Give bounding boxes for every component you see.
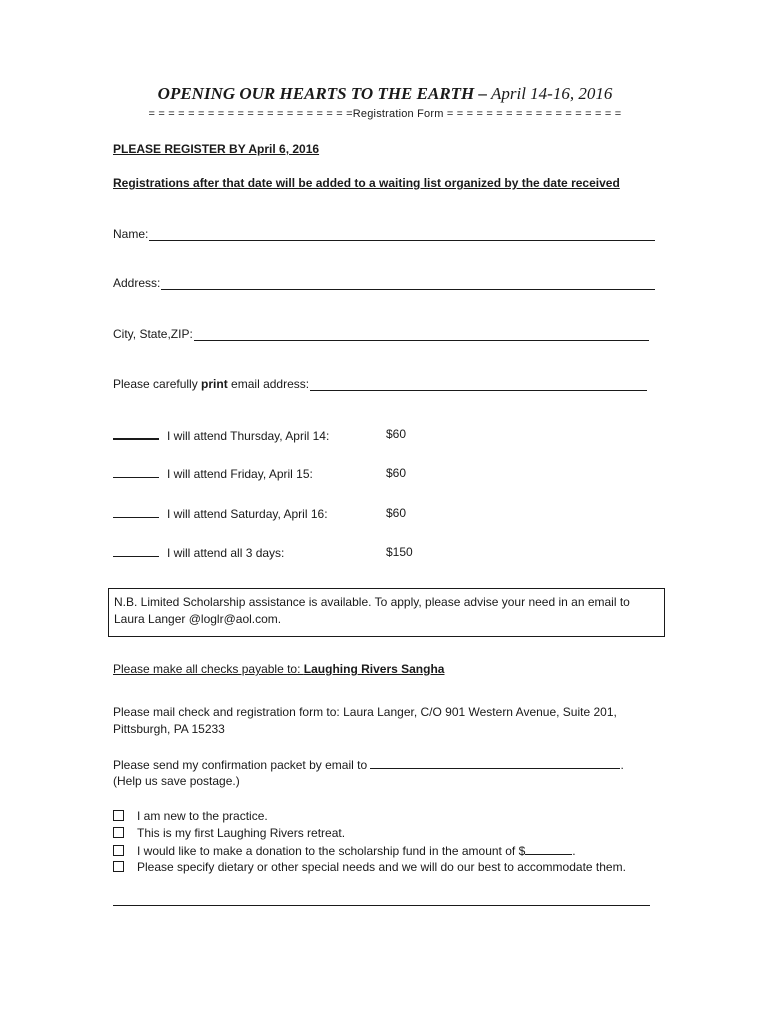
waitlist-notice: Registrations after that date will be added to a waiting list organized by the date received (113, 176, 620, 190)
confirmation-email-blank[interactable] (370, 757, 620, 769)
form-subtitle: = = = = = = = = = = = = = = = = = = = = =Registration Form = = = = = = = = = = = = = = = = = = (148, 108, 622, 120)
checkbox-row-first-retreat (113, 826, 345, 840)
attend-saturday-row (113, 506, 385, 521)
city-state-zip-blank[interactable] (194, 329, 649, 341)
attend-all-price: $150 (386, 545, 413, 559)
attend-friday-blank[interactable] (113, 466, 159, 478)
attend-friday-row (113, 466, 385, 481)
attend-friday-price: $60 (386, 466, 407, 480)
checkbox-row-dietary (113, 860, 626, 874)
address-label: Address: (113, 276, 161, 290)
checkbox-donation[interactable] (113, 845, 124, 856)
email-label: Please carefully print email address: (113, 377, 310, 391)
checkbox-new-to-practice[interactable] (113, 810, 124, 821)
email-blank[interactable] (310, 379, 647, 391)
attend-all-blank[interactable] (113, 545, 159, 557)
attend-friday-label: I will attend Friday, April 15: (167, 467, 313, 481)
checkbox-row-new-to-practice (113, 809, 268, 823)
checkbox-dietary-label: Please specify dietary or other special needs and we will do our best to accommodate them. (137, 860, 626, 874)
checkbox-dietary[interactable] (113, 861, 124, 872)
city-state-zip-field[interactable] (113, 327, 649, 341)
email-print-emphasis: print (201, 377, 228, 391)
attend-thursday-blank[interactable] (113, 427, 159, 440)
attend-thursday-row (113, 427, 385, 443)
name-field[interactable] (113, 227, 655, 241)
donation-amount-blank[interactable] (525, 843, 572, 855)
scholarship-note-line1: N.B. Limited Scholarship assistance is available. To apply, please advise your need in an email to (114, 595, 630, 609)
attend-saturday-label: I will attend Saturday, April 16: (167, 507, 328, 521)
attend-saturday-blank[interactable] (113, 506, 159, 518)
name-blank[interactable] (149, 229, 655, 241)
payee-name: Laughing Rivers Sangha (303, 662, 445, 676)
special-needs-blank[interactable] (113, 905, 650, 906)
checkbox-new-to-practice-label: I am new to the practice. (137, 809, 268, 823)
name-label: Name: (113, 227, 149, 241)
register-deadline: PLEASE REGISTER BY April 6, 2016 (113, 142, 320, 156)
mail-instructions-line1: Please mail check and registration form to: Laura Langer, C/O 901 Western Avenue, Suite 201, (113, 705, 617, 719)
save-postage-note: (Help us save postage.) (113, 774, 240, 788)
checkbox-first-retreat-label: This is my first Laughing Rivers retreat. (137, 826, 346, 840)
attend-thursday-label: I will attend Thursday, April 14: (167, 429, 330, 443)
page-title (0, 84, 770, 104)
scholarship-note-box (108, 588, 665, 637)
attend-saturday-price: $60 (386, 506, 407, 520)
attend-thursday-price: $60 (386, 427, 407, 441)
checkbox-donation-label: I would like to make a donation to the scholarship fund in the amount of $ (137, 844, 526, 858)
confirmation-email-label: Please send my confirmation packet by email to (113, 758, 368, 772)
city-state-zip-label: City, State,ZIP: (113, 327, 193, 341)
checkbox-first-retreat[interactable] (113, 827, 124, 838)
address-blank[interactable] (161, 278, 655, 290)
mail-instructions-line2: Pittsburgh, PA 15233 (113, 722, 225, 736)
address-field[interactable] (113, 276, 655, 290)
scholarship-note-line2: Laura Langer @loglr@aol.com. (114, 612, 282, 626)
confirmation-email-line: Please send my confirmation packet by email to . (113, 758, 624, 772)
email-field[interactable] (113, 377, 647, 391)
attend-all-label: I will attend all 3 days: (167, 546, 285, 560)
title-event-dates: April 14-16, 2016 (490, 84, 613, 103)
checks-payable: Please make all checks payable to: Laughing Rivers Sangha (113, 662, 445, 676)
title-event-name: OPENING OUR HEARTS TO THE EARTH – (157, 84, 488, 103)
checkbox-row-donation: I would like to make a donation to the scholarship fund in the amount of $ . (113, 843, 576, 858)
attend-all-row (113, 545, 385, 560)
